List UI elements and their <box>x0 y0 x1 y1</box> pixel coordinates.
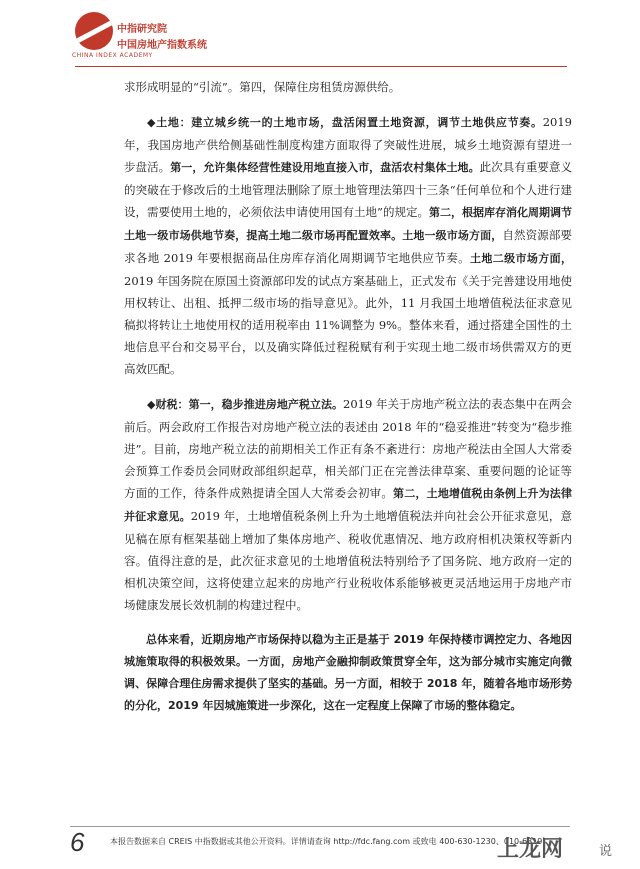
org-name: 中指研究院 <box>117 24 167 35</box>
paragraph-land <box>124 111 572 380</box>
summary-text: 总体来看，近期房地产市场保持以稳为主正是基于 2019 年保持楼市调控定力、各地因城施策取得的积极效果。一方面，房地产金融抑制政策贯穿全年，这为部分城市实施定向微调、保障合理住房需求提供了坚实的基础。另一方面，相较于 2018 年，随着各地市场形势的分化，2019 年因城施策进一步深化，这在一定程度上保障了市场的整体稳定。 <box>124 633 572 712</box>
p2-segment: 自然资源部要求各地 2019 年要根据商品住房库存消化周期调节宅地供应节奏。 <box>124 228 573 265</box>
logo-ring-text: CHINA INDEX ACADEMY <box>72 52 153 59</box>
p2-segment: ◆土地：建立城乡统一的土地市场，盘活闲置土地资源，调节土地供应节奏。 <box>147 116 543 129</box>
p3-segment: 第二，土地增值税由条例上升为法律并征求意见。 <box>124 487 573 523</box>
footer-source-note: 本报告数据来自 CREIS 中指数据或其他公开资料。详情请查询 http://fdc.fang.com 或致电 400-630-1230、010-6319 <box>110 837 543 846</box>
paragraph-fiscal <box>124 393 572 616</box>
watermark-logo: 上龙网 <box>497 837 564 862</box>
p3-segment: 2019 年关于房地产税立法的表态集中在两会前后。两会政府工作报告对房地产税立法的表述由 2018 年的“稳妥推进”转变为“稳步推进”。目前，房地产税立法的前期相关工作正有条不紊进行：房地产税法由全国人大常委会预算工作委员会同财政部组织起草，相关部门正在完善法律草案、重要问题的论证等方面的工作，待条件成熟提请全国人大常委会初审。 <box>124 397 572 500</box>
p2-segment: 2019 年国务院在原国土资源部印发的试点方案基础上，正式发布《关于完善建设用地使用权转让、出租、抵押二级市场的指导意见》。此外，11 月我国土地增值税法征求意见稿拟将转让土地使用权的适用税率由 11%调整为 9%。整体来看，通过搭建全国性的土地信息平台和交易平台，以及确实降低过程税赋有利于实现土地二级市场供需双方的更高效匹配。 <box>124 274 572 376</box>
footer-divider <box>70 826 570 827</box>
p3-segment: 2019 年，土地增值税条例上升为土地增值税法并向社会公开征求意见，意见稿在原有框架基础上增加了集体房地产、税收优惠情况、地方政府相机决策权等新内容。值得注意的是，此次征求意见的土地增值税法特别给予了国务院、地方政府一定的相机决策空间，这将使建立起来的房地产行业税收体系能够被更灵活地运用于房地产市场健康发展长效机制的构建过程中。 <box>124 509 573 612</box>
paragraph-summary <box>124 629 572 717</box>
paragraph-intro <box>124 76 572 98</box>
header-divider <box>75 66 567 67</box>
intro-text: 求形成明显的“引流”。第四，保障住房租赁房源供给。 <box>124 80 401 94</box>
page-header <box>0 0 640 72</box>
p3-segment: ◆财税：第一，稳步推进房地产税立法。 <box>147 398 344 411</box>
p2-segment: 土地二级市场方面， <box>470 252 572 265</box>
report-body <box>124 76 572 730</box>
china-index-academy-logo <box>75 12 113 50</box>
p2-segment: 第一，允许集体经营性建设用地直接入市，盘活农村集体土地。 <box>170 161 480 174</box>
p2-segment: 土地一级市场方面， <box>402 229 503 242</box>
p2-segment: 第二，根据库存消化周期调节土地一级市场供地节奏，提高土地二级市场再配置效率。 <box>124 206 572 242</box>
p2-segment: 此次具有重要意义的突破在于修改后的土地管理法删除了原土地管理法第四十三条“任何单位和个人进行建设，需要使用土地的，必须依法申请使用国有土地”的规定。 <box>124 160 573 219</box>
org-subtitle: 中国房地产指数系统 <box>117 40 207 51</box>
p2-segment: 2019 年，我国房地产供给侧基础性制度构建方面取得了突破性进展，城乡土地资源有望进一步盘活。 <box>124 115 572 174</box>
watermark <box>497 826 640 869</box>
page-number: 6 <box>70 827 85 857</box>
watermark-tag: 说 <box>599 844 613 859</box>
